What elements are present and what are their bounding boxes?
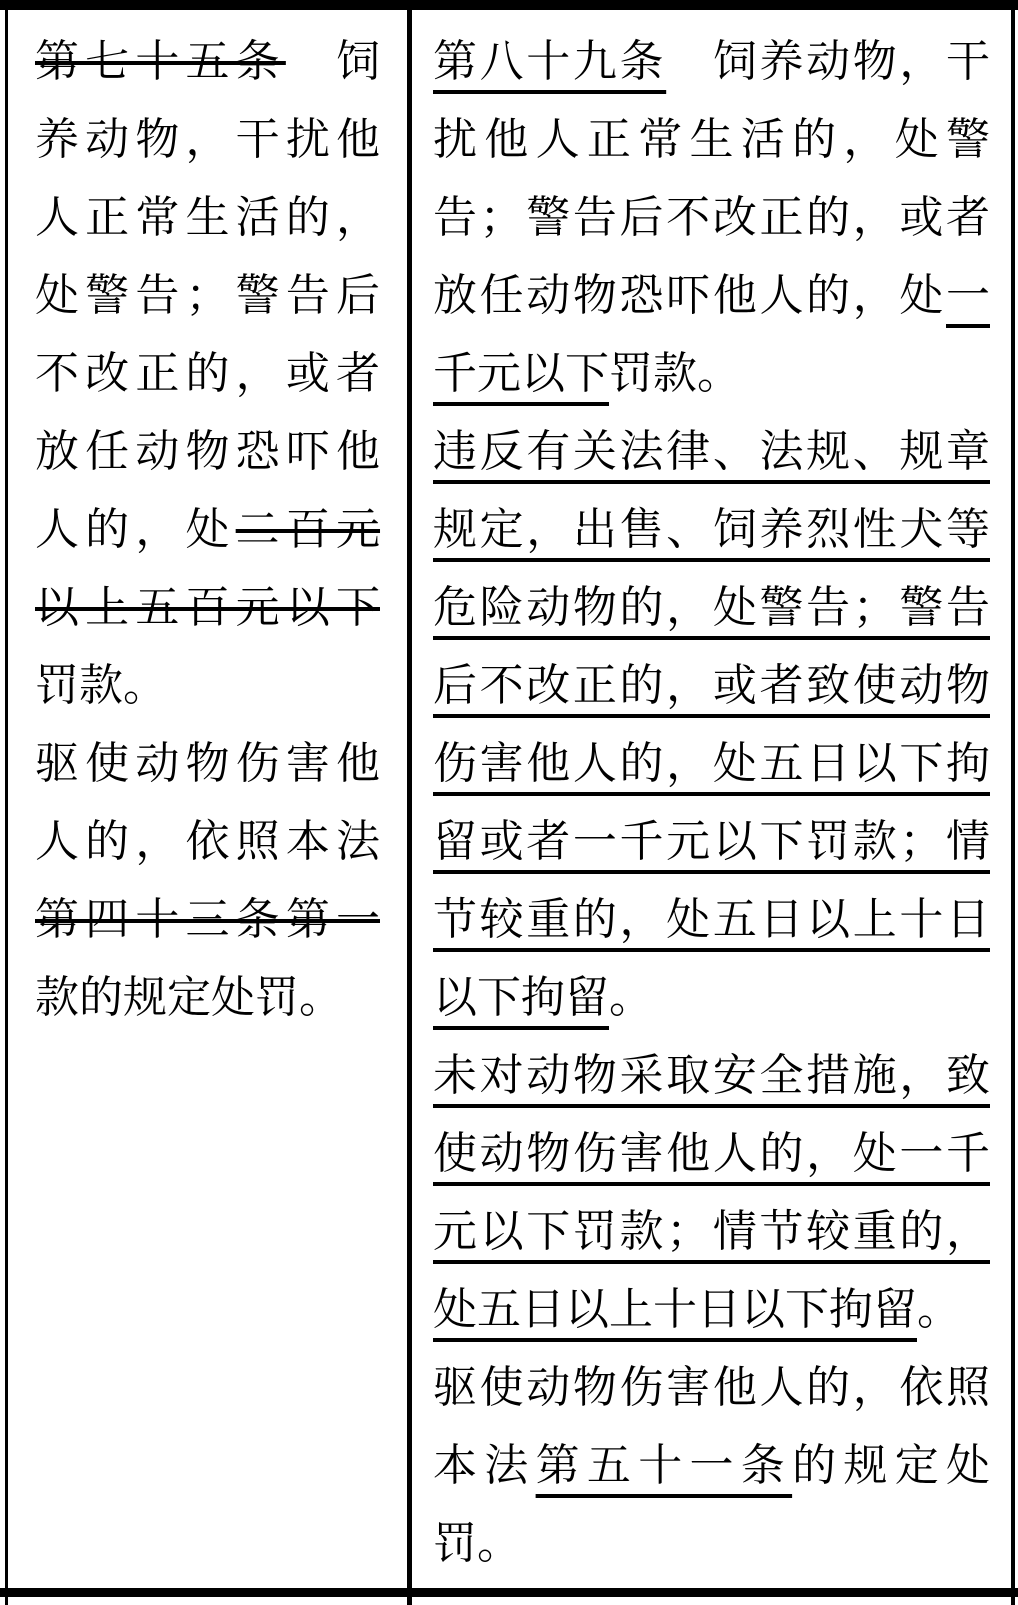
text-run: 罚款。 [609, 349, 741, 398]
text-run: 。 [917, 1285, 961, 1334]
text-run: 驱使动物伤害他人的，依照本法 [35, 739, 380, 866]
inserted-text: 违反有关法律、法规、规章规定，出售、饲养烈性犬等危险动物的，处警告；警告后不改正的，或者致使动物伤害他人的，处五日以下拘留或者一千元以下罚款；情节较重的，处五日以上十日以下拘留 [433, 427, 990, 1022]
inserted-text: 未对动物采取安全措施，致使动物伤害他人的，处一千元以下罚款；情节较重的，处五日以上十日以下拘留 [433, 1051, 990, 1334]
table-row-bottom-border [0, 1588, 1018, 1597]
paragraph [35, 725, 380, 1037]
paragraph [35, 23, 380, 725]
text-run: 饲养动物，干扰他人正常生活的，处警告；警告后不改正的，或者放任动物恐吓他人的，处 [433, 37, 991, 320]
text-run: 款的规定处罚。 [35, 973, 343, 1022]
new-law-cell [412, 10, 1011, 1588]
paragraph [433, 1349, 990, 1583]
inserted-text: 第八十九条 [433, 37, 667, 86]
deleted-text: 二百元以上五百元以下 [35, 505, 381, 632]
text-run: 的规定处罚。 [433, 1441, 991, 1568]
text-run: 驱使动物伤害他人的，依照本法 [433, 1363, 990, 1490]
deleted-text: 第四十三条第一 [35, 895, 380, 944]
deleted-text: 第七十五条 [35, 37, 286, 86]
paragraph [433, 1037, 990, 1349]
inserted-text: 第五十一条 [535, 1441, 793, 1490]
paragraph [433, 23, 990, 413]
paragraph [433, 413, 990, 1037]
text-run: 。 [609, 973, 653, 1022]
text-run: 饲养动物，干扰他人正常生活的，处警告；警告后不改正的，或者放任动物恐吓他人的，处 [35, 37, 381, 554]
table-right-border [1011, 0, 1015, 1605]
text-run: 罚款。 [35, 661, 167, 710]
old-law-cell [8, 10, 407, 1588]
table-row-top-border [0, 0, 1018, 10]
inserted-text: 一千元以下 [433, 271, 990, 398]
